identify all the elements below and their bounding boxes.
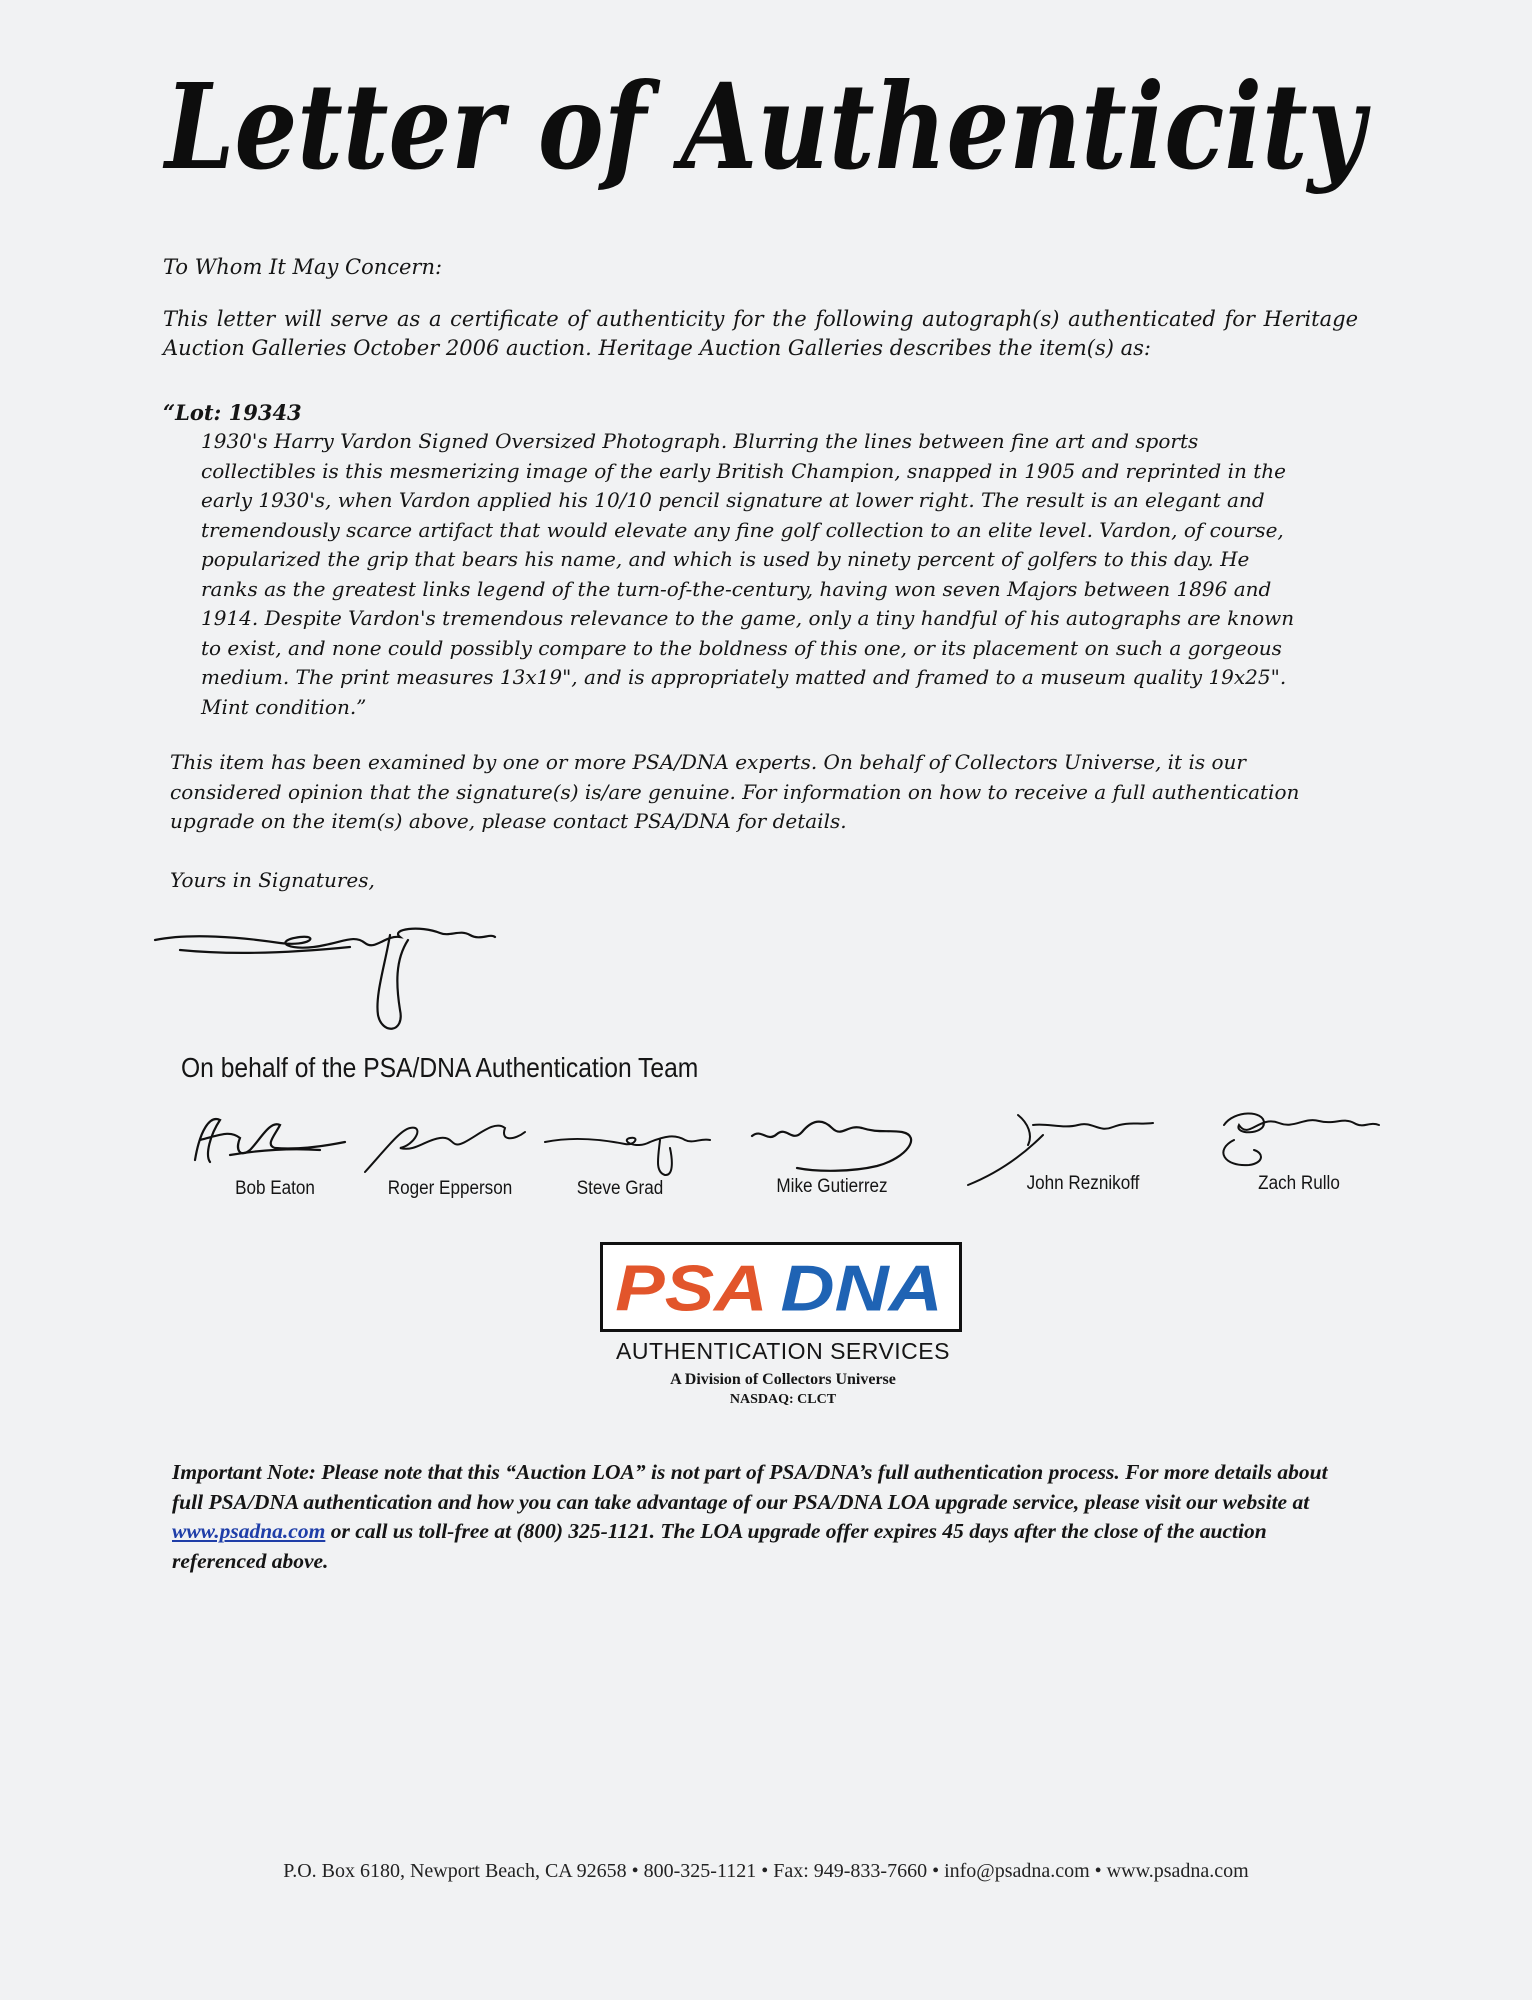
team-member-name: Roger Epperson: [387, 1178, 513, 1199]
examination-paragraph: This item has been examined by one or more PSA/DNA experts. On behalf of Collectors Universe, it is our considered opinion that the signature(s) is/are genuine. For information on how to receive a full authentication upgrade on the item(s) above, please contact PSA/DNA for details.: [170, 750, 1300, 833]
team-member-steve-grad: [525, 1100, 715, 1210]
footer-contact: P.O. Box 6180, Newport Beach, CA 92658 • 800-325-1121 • Fax: 949-833-7660 • info@psadna.com • www.psadna.com: [283, 1860, 1249, 1882]
main-signature: [150, 915, 500, 1040]
bob-eaton-signature: [180, 1100, 370, 1180]
team-member-zach-rullo: [1204, 1095, 1394, 1205]
logo-division: A Division of Collectors Universe: [670, 1371, 896, 1388]
team-member-bob-eaton: [180, 1100, 370, 1210]
psa-logo-text: PSA: [615, 1251, 768, 1325]
important-note-text: Important Note: Please note that this “Auction LOA” is not part of PSA/DNA’s full authentication process. For more details about full PSA/DNA authentication and how you can take advantage of our PSA/DNA LOA upgrade service, please visit our website at: [172, 1460, 1328, 1514]
lot-description: 1930's Harry Vardon Signed Oversized Photograph. Blurring the lines between fine art and sports collectibles is this mesmerizing image of the early British Champion, snapped in 1905 and reprinted in the early 1930's, when Vardon applied his 10/10 pencil signature at lower right. The result is an elegant and tremendously scarce artifact that would elevate any fine golf collection to an elite level. Vardon, of course, popularized the grip that bears his name, and which is used by ninety percent of golfers to this day. He ranks as the greatest links legend of the turn-of-the-century, having won seven Majors between 1896 and 1914. Despite Vardon's tremendous relevance to the game, only a tiny handful of his autographs are known to exist, and none could possibly compare to the boldness of this one, or its placement on such a gorgeous medium. The print measures 13x19", and is appropriately matted and framed to a museum quality 19x25". Mint condition.”: [201, 429, 1295, 719]
team-heading: On behalf of the PSA/DNA Authentication Team: [181, 1052, 699, 1083]
closing-line: Yours in Signatures,: [170, 868, 375, 892]
logo-nasdaq: NASDAQ: CLCT: [729, 1392, 837, 1407]
team-member-name: Zach Rullo: [1258, 1173, 1340, 1194]
zach-rullo-signature: [1204, 1095, 1394, 1175]
logo-subtitle: AUTHENTICATION SERVICES: [616, 1338, 950, 1364]
team-member-mike-gutierrez: [737, 1098, 927, 1208]
salutation: To Whom It May Concern:: [163, 255, 443, 279]
steve-grad-signature: [525, 1100, 715, 1180]
team-member-name: Steve Grad: [576, 1178, 664, 1199]
john-reznikoff-signature: [988, 1095, 1178, 1175]
mike-gutierrez-signature: [737, 1098, 927, 1178]
team-member-name: John Reznikoff: [1026, 1173, 1140, 1194]
important-note-text-end: or call us toll-free at (800) 325-1121. The LOA upgrade offer expires 45 days after the close of the auction referenced above.: [172, 1519, 1267, 1573]
intro-paragraph: This letter will serve as a certificate of authenticity for the following autograph(s) authenticated for Heritage Auction Galleries October 2006 auction. Heritage Auction Galleries describes the item(s) as:: [163, 307, 1358, 360]
lot-number: “Lot: 19343: [163, 400, 302, 425]
team-member-name: Bob Eaton: [235, 1178, 315, 1199]
dna-logo-text: DNA: [780, 1251, 943, 1325]
psadna-website-link[interactable]: www.psadna.com: [172, 1519, 326, 1543]
psa-dna-logo: [600, 1242, 962, 1332]
roger-epperson-signature: [355, 1100, 545, 1180]
team-member-roger-epperson: [355, 1100, 545, 1210]
team-member-name: Mike Gutierrez: [776, 1176, 888, 1197]
letter-title-text: Letter of Authenticity: [162, 57, 1372, 196]
team-member-john-reznikoff: [988, 1095, 1178, 1205]
important-note: [172, 1458, 1352, 1576]
letter-title: [150, 40, 1380, 230]
